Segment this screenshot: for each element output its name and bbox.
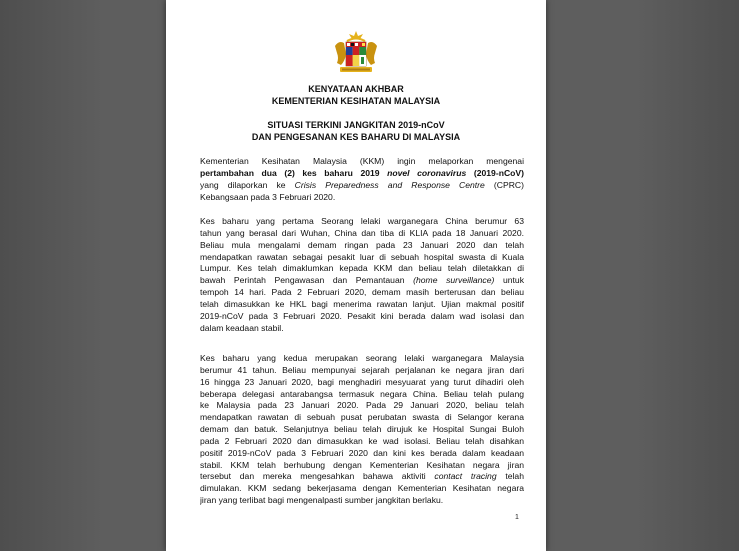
text-line: 16 hingga 23 Januari 2020, bagi menghadiri mesyuarat yang turut dihadiri oleh <box>200 376 524 387</box>
text-span: bawah Perintah Pengawasan dan Pemantauan <box>200 275 414 286</box>
release-heading-line-1: KENYATAAN AKHBAR <box>308 84 404 94</box>
document-page <box>166 0 546 551</box>
paragraph-1 <box>200 156 524 203</box>
paragraph-3 <box>200 353 524 507</box>
text-line <box>200 180 524 192</box>
text-line: ke Malaysia pada 23 Januari 2020. Pada 29 Januari 2020, beliau telah <box>200 400 524 411</box>
text-span: pertambahan dua (2) kes baharu 2019 <box>200 167 388 178</box>
text-line: dimulakan. KKM sedang bekerjasama dengan Kementerian Kesihatan negara <box>200 483 524 494</box>
text-line <box>200 275 524 287</box>
text-span: telah <box>496 471 524 482</box>
text-line: Kes baharu yang kedua merupakan seorang lelaki warganegara Malaysia <box>200 353 524 363</box>
text-line: dalam keadaan stabil. <box>200 322 284 333</box>
title-line-2: DAN PENGESANAN KES BAHARU DI MALAYSIA <box>251 132 461 142</box>
text-line: Beliau mula mengalami demam ringan pada 23 Januari 2020 dan telah <box>200 239 524 250</box>
text-line: positif 2019-nCoV pada 3 Februari 2020 dan kini kes berada dalam keadaan <box>200 447 524 458</box>
text-span: (2019-nCoV) <box>466 167 524 178</box>
text-line <box>200 471 524 483</box>
text-span: novel coronavirus <box>387 167 467 178</box>
text-span: untuk <box>494 275 524 286</box>
text-line: pada 2 Februari 2020 dan dimasukkan ke wad isolasi. Beliau telah disahkan <box>200 435 524 446</box>
text-line: tahun yang berasal dari Wuhan, China dan tiba di KLIA pada 18 Januari 2020. <box>200 227 524 238</box>
text-span: tersebut dan mereka mengesahkan bahawa aktiviti <box>200 471 435 482</box>
text-span: yang dilaporkan ke <box>200 179 295 190</box>
text-line: berumur 41 tahun. Beliau mempunyai sejarah perjalanan ke negara jiran dari <box>200 364 524 375</box>
page-number: 1 <box>515 514 519 521</box>
text-line: jiran yang terlibat bagi mengenalpasti sumber jangkitan berlaku. <box>200 495 444 506</box>
text-span: contact tracing <box>434 471 497 482</box>
text-line: 2019-nCoV pada 3 Februari 2020. Pesakit kini berada dalam wad isolasi dan <box>200 310 524 321</box>
title-line-1: SITUASI TERKINI JANGKITAN 2019-nCoV <box>267 120 445 130</box>
text-span: (home surveillance) <box>413 275 495 286</box>
text-line: demam dan batuk. Selanjutnya beliau telah dirujuk ke Hospital Sungai Buloh <box>200 424 524 435</box>
text-line: Kementerian Kesihatan Malaysia (KKM) ingin melaporkan mengenai <box>200 156 524 166</box>
text-line: Kes baharu yang pertama Seorang lelaki warganegara China berumur 63 <box>200 216 524 226</box>
text-span: (CPRC) <box>484 179 524 190</box>
release-heading-line-2: KEMENTERIAN KESIHATAN MALAYSIA <box>271 96 441 106</box>
text-line: telah dimasukkan ke HKL bagi menerima rawatan lanjut. Ujian makmal positif <box>200 298 524 309</box>
text-span: Crisis Preparedness and Response Centre <box>294 179 485 190</box>
text-line: Kebangsaan pada 3 Februari 2020. <box>200 191 336 202</box>
malaysia-coat-of-arms-logo <box>333 30 379 74</box>
text-line: beberapa delegasi antarabangsa termasuk negara China. Beliau telah pulang <box>200 388 524 399</box>
text-line: Lumpur. Kes telah dimaklumkan kepada KKM dan beliau telah diletakkan di <box>200 263 524 274</box>
text-line <box>200 168 524 180</box>
paragraph-2 <box>200 216 524 334</box>
text-line: mendapatkan rawatan di sebuah pusat perubatan swasta di Selangor kerana <box>200 412 524 423</box>
text-line: mendapatkan rawatan sebagai pesakit luar di sebuah hospital swasta di Kuala <box>200 251 524 262</box>
text-line: tempoh 14 hari. Pada 2 Februari 2020, demam masih berterusan dan beliau <box>200 287 524 298</box>
text-line: stabil. KKM telah berhubung dengan Kementerian Kesihatan negara jiran <box>200 459 524 470</box>
